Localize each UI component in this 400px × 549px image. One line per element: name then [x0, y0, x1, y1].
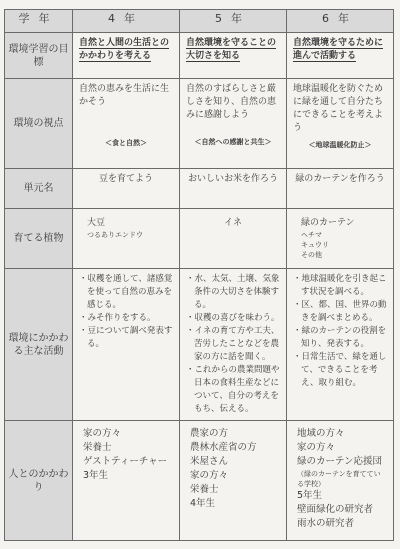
activities-label: 環境にかかわる主な活動 [5, 269, 73, 421]
people-item: 農家の方 [190, 428, 229, 439]
people-item: 家の方々 [190, 470, 229, 481]
people-label: 人とのかかわり [5, 421, 73, 541]
viewpoint-grade4 [73, 79, 180, 169]
header-grade: 学年 [5, 10, 73, 33]
plant-grade4 [73, 209, 180, 269]
header-row [5, 10, 394, 33]
goal-grade4-text: 自然と人間の生活とのかかわりを考える [79, 38, 170, 61]
viewpoint-grade6-tag: ＜地球温暖化防止＞ [308, 141, 372, 149]
viewpoint-grade5 [180, 79, 287, 169]
people-item: 3年生 [83, 470, 109, 481]
activity-item: ・ 水、太気、土壌、気象条件の大切さを体験する。 [186, 273, 280, 312]
plant-grade6-main: 緑のカーテン [301, 218, 355, 228]
people-grade6 [287, 421, 394, 541]
plant-label: 育てる植物 [5, 209, 73, 269]
goal-grade5-text: 自然環境を守ることの大切さを知る [186, 38, 277, 61]
activities-grade4 [73, 269, 180, 421]
people-item: 5年生 [297, 490, 323, 501]
goal-label [5, 33, 73, 79]
plant-grade4-sub: つるありエンドウ [87, 231, 143, 239]
goal-grade6-text: 自然環境を守るために進んで活動する [293, 38, 384, 61]
unit-grade4: 豆を育てよう [73, 169, 180, 209]
people-item: 家の方々 [297, 442, 336, 453]
people-item: ゲストティーチャー [83, 456, 168, 467]
people-item: 雨水の研究者 [297, 518, 355, 529]
people-grade4 [73, 421, 180, 541]
activity-item: ・ 豆について調べ発表する。 [79, 325, 173, 351]
viewpoint-label: 環境の視点 [5, 79, 73, 169]
people-row [5, 421, 394, 541]
plant-grade5: イネ [180, 209, 287, 269]
activities-grade6 [287, 269, 394, 421]
people-grade5 [180, 421, 287, 541]
goal-row [5, 33, 394, 79]
plant-grade6 [287, 209, 394, 269]
activity-item: ・ 緑のカーテンの役割を知り、発表する。 [293, 325, 387, 351]
header-grade-4: 4年 [73, 10, 180, 33]
curriculum-table [4, 9, 394, 541]
people-item-note: （緑のカーテンを育てている学校） [297, 470, 381, 488]
viewpoint-grade6 [287, 79, 394, 169]
people-item: 4年生 [190, 498, 216, 509]
activity-item: ・ みそ作りをする。 [79, 312, 173, 325]
activity-item: ・ イネの育て方や工夫、苦労したことなどを農家の方に話を聞く。 [186, 325, 280, 364]
activities-grade5 [180, 269, 287, 421]
plant-grade6-sub: その他 [301, 251, 322, 259]
people-item: 壁面緑化の研究者 [297, 504, 374, 515]
unit-grade6: 緑のカーテンを作ろう [287, 169, 394, 209]
header-grade-5: 5年 [180, 10, 287, 33]
activity-item: ・ 地球温暖化を引き起こす状況を調べる。 [293, 273, 387, 299]
people-item: 緑のカーテン応援団 [297, 456, 383, 467]
plant-grade6-sub: キュウリ [301, 241, 329, 249]
unit-grade5: おいしいお米を作ろう [180, 169, 287, 209]
people-item: 家の方々 [83, 428, 122, 439]
viewpoint-grade5-tag: ＜自然への感謝と共生＞ [194, 138, 272, 146]
plant-grade4-main: 大豆 [87, 218, 106, 228]
goal-label-text: 環境学習の目標 [8, 43, 69, 68]
viewpoint-grade6-text: 地球温暖化を防ぐために緑を通して自分たちにできることを考えよう [293, 84, 384, 133]
people-item: 農林水産省の方 [190, 442, 257, 453]
activity-item: ・ 収穫の喜びを味わう。 [186, 312, 280, 325]
plant-row [5, 209, 394, 269]
people-item: 栄養士 [190, 484, 219, 495]
goal-grade6 [287, 33, 394, 79]
goal-grade4 [73, 33, 180, 79]
unit-label: 単元名 [5, 169, 73, 209]
people-item: 地域の方々 [297, 428, 345, 439]
viewpoint-grade4-tag: ＜食と自然＞ [105, 139, 147, 147]
viewpoint-grade4-text: 自然の恵みを生活に生かそう [79, 84, 170, 107]
unit-row [5, 169, 394, 209]
activity-item: ・ 収穫を通して、諸感覚を使って自然の恵みを感じる。 [79, 273, 173, 312]
activity-item: ・ 区、都、国、世界の動きを調べまとめる。 [293, 299, 387, 325]
viewpoint-row [5, 79, 394, 169]
people-item: 米屋さん [190, 456, 229, 467]
activity-item: ・ これからの農業問題や日本の食料生産などについて、自分の考えをもち、伝える。 [186, 364, 280, 416]
activities-row [5, 269, 394, 421]
activity-item: ・ 日常生活で、緑を通して、できることを考え、取り組む。 [293, 351, 387, 390]
goal-grade5 [180, 33, 287, 79]
plant-grade6-sub: ヘチマ [301, 231, 322, 239]
viewpoint-grade5-text: 自然のすばらしさと厳しさを知り、自然の恵みに感謝しよう [186, 84, 277, 120]
header-grade-6: 6年 [287, 10, 394, 33]
people-item: 栄養士 [83, 442, 112, 453]
